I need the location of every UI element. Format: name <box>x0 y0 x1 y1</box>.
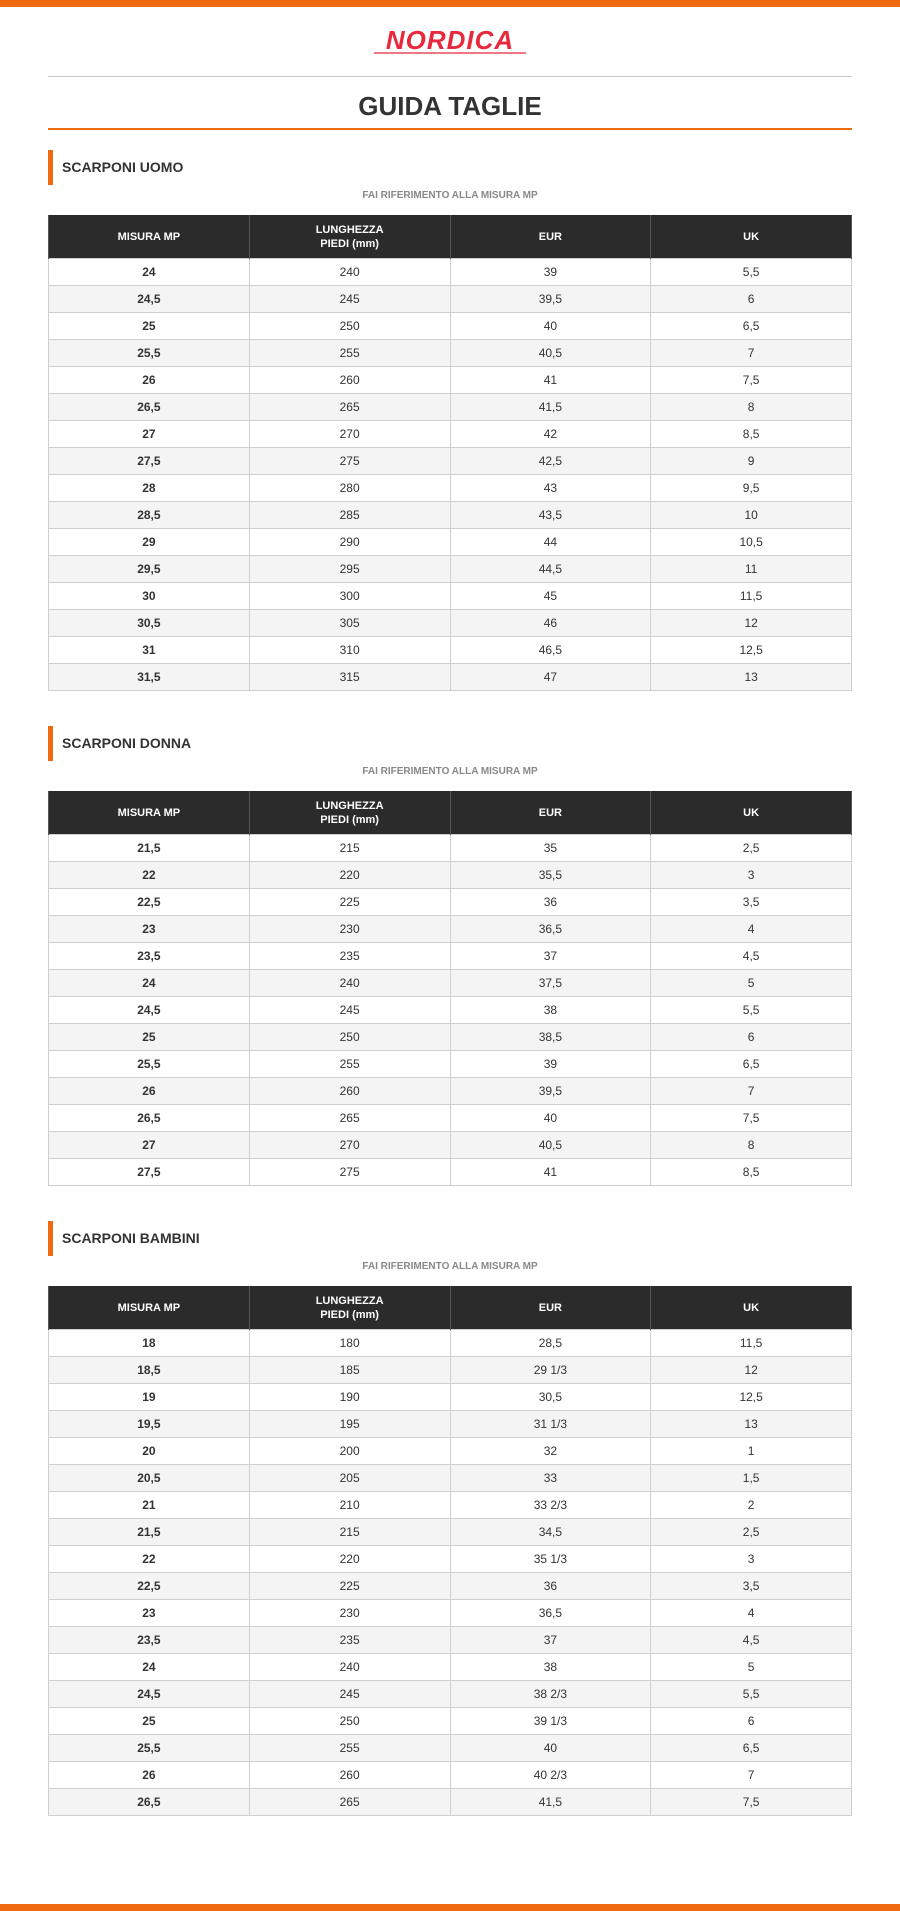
table-row <box>49 394 852 421</box>
table-row <box>49 1438 852 1465</box>
cell-eur: 39 <box>450 259 651 286</box>
cell-mp: 29 <box>49 529 250 556</box>
cell-length: 230 <box>249 916 450 943</box>
cell-uk: 5 <box>651 970 852 997</box>
table-header-row <box>49 1286 852 1330</box>
cell-mp: 22,5 <box>49 889 250 916</box>
cell-eur: 39,5 <box>450 286 651 313</box>
cell-mp: 28,5 <box>49 502 250 529</box>
section-women <box>48 726 852 1186</box>
cell-uk: 11,5 <box>651 583 852 610</box>
cell-eur: 40 <box>450 1105 651 1132</box>
cell-eur: 38 <box>450 997 651 1024</box>
cell-uk: 8 <box>651 1132 852 1159</box>
table-row <box>49 1708 852 1735</box>
column-header-length-line1: LUNGHEZZA <box>315 1294 384 1307</box>
cell-uk: 12 <box>651 1357 852 1384</box>
cell-mp: 31,5 <box>49 664 250 691</box>
cell-mp: 26 <box>49 367 250 394</box>
column-header-length <box>249 791 450 835</box>
table-row <box>49 1051 852 1078</box>
cell-eur: 41,5 <box>450 1789 651 1816</box>
cell-length: 225 <box>249 1573 450 1600</box>
section-accent-bar <box>48 726 53 761</box>
table-row <box>49 970 852 997</box>
cell-mp: 23,5 <box>49 943 250 970</box>
cell-mp: 19 <box>49 1384 250 1411</box>
section-title: SCARPONI BAMBINI <box>62 1230 200 1246</box>
cell-length: 235 <box>249 1627 450 1654</box>
cell-mp: 22 <box>49 862 250 889</box>
title-underline <box>48 128 852 130</box>
cell-length: 220 <box>249 862 450 889</box>
cell-eur: 40 <box>450 313 651 340</box>
cell-uk: 8,5 <box>651 1159 852 1186</box>
cell-uk: 4 <box>651 1600 852 1627</box>
page-title: GUIDA TAGLIE <box>358 91 542 121</box>
cell-eur: 40,5 <box>450 340 651 367</box>
table-row <box>49 1357 852 1384</box>
cell-eur: 33 2/3 <box>450 1492 651 1519</box>
cell-uk: 3 <box>651 1546 852 1573</box>
table-header-row <box>49 791 852 835</box>
table-row <box>49 286 852 313</box>
cell-eur: 40,5 <box>450 1132 651 1159</box>
cell-mp: 18,5 <box>49 1357 250 1384</box>
cell-uk: 3,5 <box>651 889 852 916</box>
table-row <box>49 1384 852 1411</box>
table-row <box>49 1465 852 1492</box>
table-row <box>49 862 852 889</box>
cell-eur: 46,5 <box>450 637 651 664</box>
cell-mp: 23 <box>49 1600 250 1627</box>
cell-length: 265 <box>249 394 450 421</box>
cell-uk: 13 <box>651 1411 852 1438</box>
column-header-length-line1: LUNGHEZZA <box>315 223 384 236</box>
cell-length: 270 <box>249 421 450 448</box>
table-row <box>49 1159 852 1186</box>
section-kids <box>48 1221 852 1816</box>
table-row <box>49 1789 852 1816</box>
cell-mp: 23 <box>49 916 250 943</box>
cell-uk: 6 <box>651 1024 852 1051</box>
header-divider <box>48 76 852 77</box>
cell-eur: 41,5 <box>450 394 651 421</box>
cell-uk: 5,5 <box>651 1681 852 1708</box>
section-header <box>48 150 852 185</box>
cell-mp: 27,5 <box>49 1159 250 1186</box>
cell-length: 240 <box>249 259 450 286</box>
cell-eur: 30,5 <box>450 1384 651 1411</box>
cell-mp: 24 <box>49 970 250 997</box>
cell-eur: 36 <box>450 1573 651 1600</box>
cell-mp: 26,5 <box>49 1789 250 1816</box>
cell-length: 180 <box>249 1330 450 1357</box>
size-table-women <box>48 791 852 1186</box>
table-row <box>49 475 852 502</box>
cell-eur: 43,5 <box>450 502 651 529</box>
table-row <box>49 448 852 475</box>
cell-length: 220 <box>249 1546 450 1573</box>
cell-uk: 2,5 <box>651 835 852 862</box>
cell-eur: 31 1/3 <box>450 1411 651 1438</box>
cell-uk: 7,5 <box>651 367 852 394</box>
cell-length: 250 <box>249 313 450 340</box>
cell-uk: 11,5 <box>651 1330 852 1357</box>
cell-length: 290 <box>249 529 450 556</box>
table-row <box>49 1573 852 1600</box>
cell-mp: 30,5 <box>49 610 250 637</box>
column-header-eur: EUR <box>450 1286 651 1330</box>
table-row <box>49 1627 852 1654</box>
table-row <box>49 637 852 664</box>
cell-mp: 27,5 <box>49 448 250 475</box>
cell-eur: 45 <box>450 583 651 610</box>
cell-length: 245 <box>249 1681 450 1708</box>
cell-uk: 5,5 <box>651 259 852 286</box>
section-title: SCARPONI DONNA <box>62 735 192 751</box>
cell-uk: 6,5 <box>651 1735 852 1762</box>
cell-eur: 38,5 <box>450 1024 651 1051</box>
cell-length: 215 <box>249 1519 450 1546</box>
table-header-row <box>49 215 852 259</box>
section-note: FAI RIFERIMENTO ALLA MISURA MP <box>362 766 538 777</box>
section-note: FAI RIFERIMENTO ALLA MISURA MP <box>362 1261 538 1272</box>
column-header-uk: UK <box>651 1286 852 1330</box>
cell-length: 210 <box>249 1492 450 1519</box>
cell-eur: 39 <box>450 1051 651 1078</box>
cell-uk: 11 <box>651 556 852 583</box>
cell-eur: 35 <box>450 835 651 862</box>
cell-uk: 13 <box>651 664 852 691</box>
cell-eur: 37 <box>450 943 651 970</box>
cell-uk: 1 <box>651 1438 852 1465</box>
table-row <box>49 889 852 916</box>
cell-length: 305 <box>249 610 450 637</box>
cell-uk: 10,5 <box>651 529 852 556</box>
table-row <box>49 556 852 583</box>
cell-length: 200 <box>249 1438 450 1465</box>
cell-eur: 36,5 <box>450 916 651 943</box>
cell-eur: 29 1/3 <box>450 1357 651 1384</box>
cell-mp: 24,5 <box>49 286 250 313</box>
table-row <box>49 583 852 610</box>
cell-uk: 9 <box>651 448 852 475</box>
column-header-mp: MISURA MP <box>49 791 250 835</box>
cell-uk: 2 <box>651 1492 852 1519</box>
brand-logo <box>0 24 900 60</box>
bottom-accent-bar <box>0 1904 900 1911</box>
cell-mp: 25,5 <box>49 1735 250 1762</box>
cell-uk: 7,5 <box>651 1105 852 1132</box>
cell-uk: 9,5 <box>651 475 852 502</box>
size-table-kids <box>48 1286 852 1816</box>
table-row <box>49 1132 852 1159</box>
cell-mp: 20 <box>49 1438 250 1465</box>
cell-length: 250 <box>249 1024 450 1051</box>
cell-length: 255 <box>249 1051 450 1078</box>
table-row <box>49 529 852 556</box>
cell-length: 245 <box>249 286 450 313</box>
cell-mp: 21,5 <box>49 1519 250 1546</box>
table-row <box>49 1681 852 1708</box>
cell-uk: 2,5 <box>651 1519 852 1546</box>
cell-mp: 24 <box>49 259 250 286</box>
cell-length: 230 <box>249 1600 450 1627</box>
cell-mp: 21,5 <box>49 835 250 862</box>
column-header-length <box>249 1286 450 1330</box>
cell-mp: 22,5 <box>49 1573 250 1600</box>
cell-length: 280 <box>249 475 450 502</box>
cell-length: 300 <box>249 583 450 610</box>
cell-length: 270 <box>249 1132 450 1159</box>
table-row <box>49 916 852 943</box>
table-row <box>49 367 852 394</box>
table-row <box>49 1492 852 1519</box>
cell-mp: 26 <box>49 1762 250 1789</box>
cell-eur: 43 <box>450 475 651 502</box>
cell-uk: 7,5 <box>651 1789 852 1816</box>
table-row <box>49 1600 852 1627</box>
cell-eur: 44,5 <box>450 556 651 583</box>
table-row <box>49 943 852 970</box>
cell-length: 185 <box>249 1357 450 1384</box>
cell-length: 295 <box>249 556 450 583</box>
cell-mp: 24 <box>49 1654 250 1681</box>
cell-eur: 28,5 <box>450 1330 651 1357</box>
cell-uk: 5,5 <box>651 997 852 1024</box>
table-row <box>49 1330 852 1357</box>
cell-length: 255 <box>249 340 450 367</box>
section-accent-bar <box>48 150 53 185</box>
section-note: FAI RIFERIMENTO ALLA MISURA MP <box>362 190 538 201</box>
table-row <box>49 421 852 448</box>
table-row <box>49 664 852 691</box>
nordica-logo-icon <box>370 24 530 56</box>
cell-uk: 4,5 <box>651 1627 852 1654</box>
cell-length: 195 <box>249 1411 450 1438</box>
table-row <box>49 259 852 286</box>
cell-mp: 22 <box>49 1546 250 1573</box>
column-header-eur: EUR <box>450 215 651 259</box>
cell-uk: 7 <box>651 1762 852 1789</box>
size-table-men <box>48 215 852 691</box>
cell-mp: 24,5 <box>49 997 250 1024</box>
cell-eur: 38 2/3 <box>450 1681 651 1708</box>
cell-mp: 25 <box>49 313 250 340</box>
cell-length: 240 <box>249 1654 450 1681</box>
cell-length: 275 <box>249 1159 450 1186</box>
cell-eur: 39,5 <box>450 1078 651 1105</box>
cell-mp: 27 <box>49 421 250 448</box>
cell-uk: 3,5 <box>651 1573 852 1600</box>
cell-uk: 8 <box>651 394 852 421</box>
cell-uk: 12 <box>651 610 852 637</box>
cell-eur: 37 <box>450 1627 651 1654</box>
cell-eur: 42 <box>450 421 651 448</box>
column-header-eur: EUR <box>450 791 651 835</box>
cell-length: 255 <box>249 1735 450 1762</box>
cell-uk: 4,5 <box>651 943 852 970</box>
cell-length: 310 <box>249 637 450 664</box>
cell-mp: 27 <box>49 1132 250 1159</box>
cell-uk: 5 <box>651 1654 852 1681</box>
cell-length: 225 <box>249 889 450 916</box>
cell-eur: 42,5 <box>450 448 651 475</box>
cell-uk: 12,5 <box>651 1384 852 1411</box>
cell-uk: 1,5 <box>651 1465 852 1492</box>
cell-uk: 12,5 <box>651 637 852 664</box>
table-row <box>49 1762 852 1789</box>
cell-length: 265 <box>249 1105 450 1132</box>
cell-mp: 24,5 <box>49 1681 250 1708</box>
cell-mp: 20,5 <box>49 1465 250 1492</box>
cell-uk: 6,5 <box>651 1051 852 1078</box>
cell-eur: 46 <box>450 610 651 637</box>
table-row <box>49 1024 852 1051</box>
cell-uk: 6 <box>651 1708 852 1735</box>
cell-length: 265 <box>249 1789 450 1816</box>
cell-eur: 37,5 <box>450 970 651 997</box>
cell-length: 260 <box>249 1762 450 1789</box>
cell-mp: 25,5 <box>49 340 250 367</box>
column-header-mp: MISURA MP <box>49 1286 250 1330</box>
column-header-length-line2: PIEDI (mm) <box>320 1308 379 1321</box>
cell-eur: 40 <box>450 1735 651 1762</box>
cell-eur: 36 <box>450 889 651 916</box>
section-men <box>48 150 852 691</box>
cell-eur: 35,5 <box>450 862 651 889</box>
cell-mp: 25,5 <box>49 1051 250 1078</box>
cell-eur: 39 1/3 <box>450 1708 651 1735</box>
cell-mp: 18 <box>49 1330 250 1357</box>
cell-mp: 30 <box>49 583 250 610</box>
cell-mp: 23,5 <box>49 1627 250 1654</box>
cell-length: 215 <box>249 835 450 862</box>
cell-length: 190 <box>249 1384 450 1411</box>
cell-uk: 4 <box>651 916 852 943</box>
cell-eur: 41 <box>450 1159 651 1186</box>
cell-eur: 38 <box>450 1654 651 1681</box>
section-accent-bar <box>48 1221 53 1256</box>
cell-length: 285 <box>249 502 450 529</box>
cell-length: 245 <box>249 997 450 1024</box>
cell-length: 260 <box>249 1078 450 1105</box>
cell-mp: 28 <box>49 475 250 502</box>
cell-uk: 7 <box>651 340 852 367</box>
cell-mp: 21 <box>49 1492 250 1519</box>
table-row <box>49 1078 852 1105</box>
section-header <box>48 1221 852 1256</box>
cell-length: 260 <box>249 367 450 394</box>
table-row <box>49 610 852 637</box>
cell-eur: 32 <box>450 1438 651 1465</box>
cell-eur: 44 <box>450 529 651 556</box>
cell-mp: 26,5 <box>49 1105 250 1132</box>
table-row <box>49 313 852 340</box>
cell-mp: 26,5 <box>49 394 250 421</box>
logo-text: NORDICA <box>385 25 515 55</box>
cell-mp: 25 <box>49 1024 250 1051</box>
cell-uk: 6,5 <box>651 313 852 340</box>
cell-eur: 40 2/3 <box>450 1762 651 1789</box>
column-header-length <box>249 215 450 259</box>
cell-uk: 10 <box>651 502 852 529</box>
cell-eur: 41 <box>450 367 651 394</box>
cell-uk: 8,5 <box>651 421 852 448</box>
cell-eur: 47 <box>450 664 651 691</box>
column-header-length-line2: PIEDI (mm) <box>320 237 379 250</box>
table-row <box>49 1519 852 1546</box>
cell-mp: 31 <box>49 637 250 664</box>
table-row <box>49 1546 852 1573</box>
cell-length: 250 <box>249 1708 450 1735</box>
cell-eur: 34,5 <box>450 1519 651 1546</box>
table-row <box>49 1105 852 1132</box>
cell-mp: 26 <box>49 1078 250 1105</box>
column-header-mp: MISURA MP <box>49 215 250 259</box>
top-accent-bar <box>0 0 900 7</box>
section-header <box>48 726 852 761</box>
table-row <box>49 1654 852 1681</box>
cell-eur: 35 1/3 <box>450 1546 651 1573</box>
table-row <box>49 835 852 862</box>
cell-uk: 6 <box>651 286 852 313</box>
section-title: SCARPONI UOMO <box>62 159 184 175</box>
cell-mp: 25 <box>49 1708 250 1735</box>
column-header-length-line2: PIEDI (mm) <box>320 813 379 826</box>
column-header-length-line1: LUNGHEZZA <box>315 799 384 812</box>
cell-mp: 29,5 <box>49 556 250 583</box>
cell-eur: 33 <box>450 1465 651 1492</box>
table-row <box>49 1411 852 1438</box>
cell-length: 275 <box>249 448 450 475</box>
column-header-uk: UK <box>651 791 852 835</box>
cell-length: 315 <box>249 664 450 691</box>
cell-mp: 19,5 <box>49 1411 250 1438</box>
cell-uk: 3 <box>651 862 852 889</box>
table-row <box>49 340 852 367</box>
table-row <box>49 502 852 529</box>
cell-length: 235 <box>249 943 450 970</box>
column-header-uk: UK <box>651 215 852 259</box>
cell-length: 205 <box>249 1465 450 1492</box>
cell-uk: 7 <box>651 1078 852 1105</box>
table-row <box>49 1735 852 1762</box>
cell-length: 240 <box>249 970 450 997</box>
cell-eur: 36,5 <box>450 1600 651 1627</box>
table-row <box>49 997 852 1024</box>
